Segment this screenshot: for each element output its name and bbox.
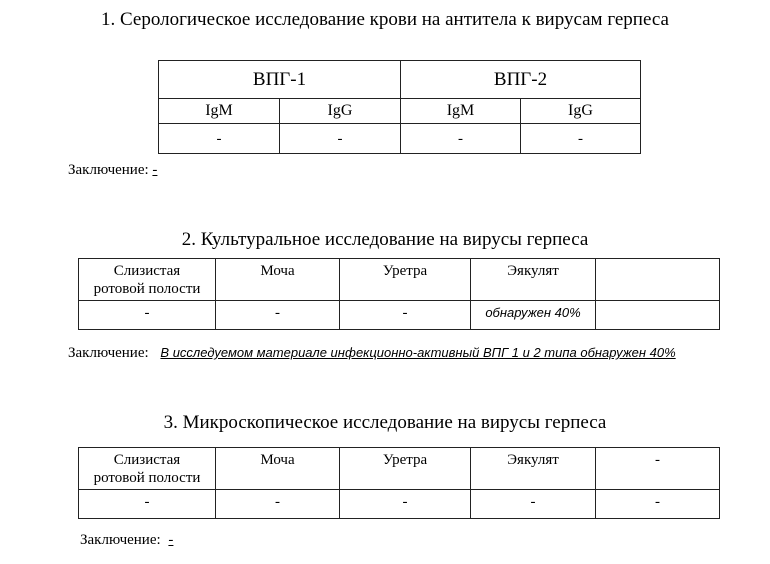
value-cell: - <box>521 124 641 154</box>
conclusion-3 <box>80 531 173 549</box>
section-1-title: 1. Серологическое исследование крови на антитела к вирусам герпеса <box>101 9 669 30</box>
value-cell: - <box>401 124 521 154</box>
value-cell: - <box>340 490 471 519</box>
value-cell: - <box>596 490 720 519</box>
value-cell: обнаружен 40% <box>471 301 596 330</box>
conclusion-value: В исследуемом материале инфекционно-активный ВПГ 1 и 2 типа обнаружен 40% <box>160 345 676 360</box>
section-2-title: 2. Культуральное исследование на вирусы герпеса <box>181 229 589 250</box>
header-cell: - <box>596 448 720 490</box>
conclusion-1 <box>68 161 157 179</box>
value-cell: - <box>159 124 280 154</box>
header-cell: Эякулят <box>471 448 596 490</box>
header-cell: Слизистая ротовой полости <box>79 259 216 301</box>
subheader-cell: IgM <box>401 99 521 124</box>
value-cell: - <box>216 490 340 519</box>
conclusion-label: Заключение: <box>68 162 149 178</box>
value-cell: - <box>216 301 340 330</box>
conclusion-value: - <box>152 162 158 178</box>
subheader-cell: IgG <box>521 99 641 124</box>
header-cell: Эякулят <box>471 259 596 301</box>
value-cell: - <box>79 490 216 519</box>
microscopy-table <box>78 447 720 519</box>
header-cell: Моча <box>216 448 340 490</box>
value-cell: - <box>79 301 216 330</box>
subheader-cell: IgM <box>159 99 280 124</box>
culture-table <box>78 258 720 330</box>
header-cell: Моча <box>216 259 340 301</box>
group-header-hsv2: ВПГ-2 <box>401 61 641 99</box>
header-cell: Слизистая ротовой полости <box>79 448 216 490</box>
value-cell: - <box>340 301 471 330</box>
conclusion-label: Заключение: <box>80 532 161 548</box>
value-cell: - <box>280 124 401 154</box>
group-header-hsv1: ВПГ-1 <box>159 61 401 99</box>
value-cell <box>596 301 720 330</box>
header-cell: Уретра <box>340 259 471 301</box>
section-3-title: 3. Микроскопическое исследование на вирусы герпеса <box>163 412 607 433</box>
header-cell: Уретра <box>340 448 471 490</box>
value-cell: - <box>471 490 596 519</box>
subheader-cell: IgG <box>280 99 401 124</box>
conclusion-2 <box>68 344 676 362</box>
conclusion-label: Заключение: <box>68 345 149 361</box>
conclusion-value: - <box>168 532 174 548</box>
serology-table <box>158 60 641 154</box>
header-cell <box>596 259 720 301</box>
